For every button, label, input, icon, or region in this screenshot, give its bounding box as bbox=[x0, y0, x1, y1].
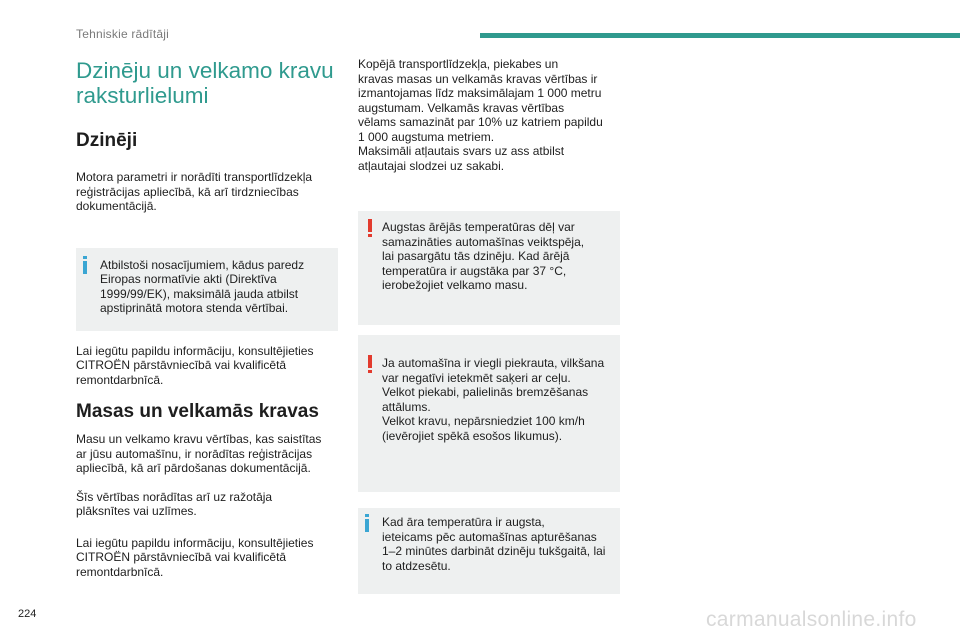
warning-box-towing bbox=[358, 335, 620, 492]
paragraph-more-info-masses: Lai iegūtu papildu informāciju, konsultējieties CITROËN pārstāvniecībā vai kvalificētā remontdarbnīcā. bbox=[76, 535, 314, 579]
warning-box-temperature-text: Augstas ārējās temperatūras dēļ var samazināties automašīnas veiktspēja, lai pasargātu tās dzinēju. Kad ārējā temperatūra ir augstāka par 37 °C, ierobežojiet velkamo masu. bbox=[382, 220, 585, 292]
paragraph-total-masses: Kopējā transportlīdzekļa, piekabes un kravas masas un velkamās kravas vērtības ir izmantojamas līdz maksimālajam 1 000 metru augstumam. Velkamās kravas vērtības vēlams samazināt par 10% uz katriem papildu 1 000 augstuma metriem. Maksimāli atļautais svars uz ass atbilst atļautajai slodzei uz sakabi. bbox=[358, 57, 603, 173]
page-header-label: Tehniskie rādītāji bbox=[76, 27, 169, 41]
heading-engines: Dzinēji bbox=[76, 130, 138, 151]
info-box-cooling-text: Kad āra temperatūra ir augsta, ieteicams pēc automašīnas apturēšanas 1–2 minūtes darbināt dzinēju tukšgaitā, lai to atdzesētu. bbox=[382, 515, 606, 573]
info-box-text: Atbilstoši nosacījumiem, kādus paredz Eiropas normatīvie akti (Direktīva 1999/99/EK), maksimālā jauda atbilst apstiprinātā motora stenda vērtībai. bbox=[100, 257, 305, 315]
header-accent-bar bbox=[480, 33, 960, 38]
warning-box-towing-text: Ja automašīna ir viegli piekrauta, vilkšana var negatīvi ietekmēt saķeri ar ceļu. Velkot piekabi, palielinās bremzēšanas attālums. Velkot kravu, nepārsniedziet 100 km/h (ievērojiet spēkā esošos likumus). bbox=[382, 356, 605, 443]
paragraph-plate: Šīs vērtības norādītas arī uz ražotāja plāksnītes vai uzlīmes. bbox=[76, 489, 273, 518]
info-box-cooling bbox=[358, 508, 620, 594]
watermark: carmanualsonline.info bbox=[706, 608, 917, 631]
section-title: Dzinēju un velkamo kravu raksturlielumi bbox=[76, 58, 334, 108]
info-box-power bbox=[76, 248, 338, 331]
warning-box-temperature bbox=[358, 211, 620, 325]
left-column bbox=[76, 58, 338, 579]
paragraph-masses: Masu un velkamo kravu vērtības, kas saistītas ar jūsu automašīnu, ir norādītas reģistrācijas apliecībā, kā arī pārdošanas dokumentācijā. bbox=[76, 432, 322, 475]
warning-icon bbox=[368, 355, 372, 373]
info-icon bbox=[365, 514, 369, 532]
heading-masses: Masas un velkamās kravas bbox=[76, 401, 319, 422]
paragraph-more-info-engines: Lai iegūtu papildu informāciju, konsultējieties CITROËN pārstāvniecībā vai kvalificētā remontdarbnīcā. bbox=[76, 343, 314, 387]
paragraph-engines: Motora parametri ir norādīti transportlīdzekļa reģistrācijas apliecībā, kā arī tirdzniecības dokumentācijā. bbox=[76, 170, 313, 213]
info-icon bbox=[83, 256, 87, 274]
warning-icon bbox=[368, 219, 372, 237]
page-number: 224 bbox=[18, 608, 37, 620]
right-column bbox=[358, 57, 620, 594]
